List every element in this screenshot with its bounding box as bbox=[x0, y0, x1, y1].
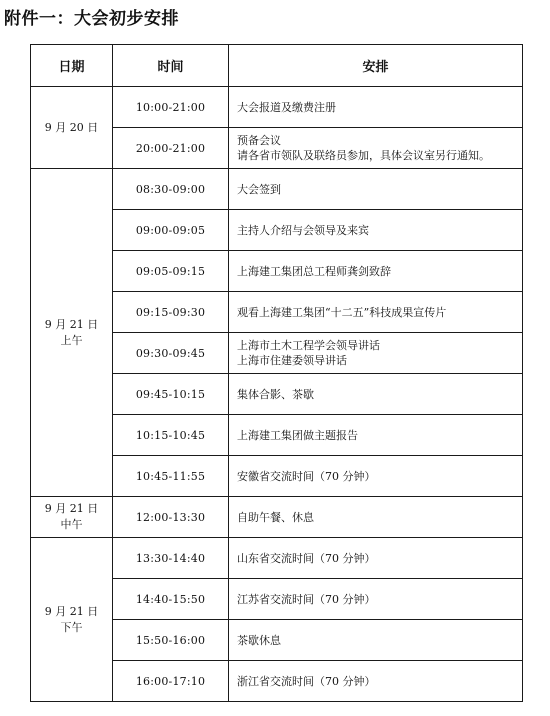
time-cell: 10:15-10:45 bbox=[113, 415, 229, 456]
plan-cell bbox=[229, 538, 523, 579]
schedule-body bbox=[31, 87, 523, 702]
header-plan: 安排 bbox=[229, 45, 523, 87]
plan-line: 大会报道及缴费注册 bbox=[237, 100, 336, 114]
time-cell: 15:50-16:00 bbox=[113, 620, 229, 661]
table-row bbox=[31, 497, 523, 538]
plan-line: 山东省交流时间（70 分钟） bbox=[237, 551, 376, 565]
table-row bbox=[31, 538, 523, 579]
plan-cell bbox=[229, 374, 523, 415]
time-cell: 10:45-11:55 bbox=[113, 456, 229, 497]
plan-line: 上海建工集团总工程师龚剑致辞 bbox=[237, 264, 391, 278]
plan-cell bbox=[229, 661, 523, 702]
plan-line: 集体合影、茶歇 bbox=[237, 387, 314, 401]
date-cell bbox=[31, 538, 113, 702]
date-cell bbox=[31, 87, 113, 169]
date-line: 9 月 21 日 bbox=[44, 502, 99, 515]
plan-cell bbox=[229, 333, 523, 374]
plan-cell bbox=[229, 292, 523, 333]
plan-line: 预备会议 bbox=[237, 134, 281, 147]
plan-line: 请各省市领队及联络员参加，具体会议室另行通知。 bbox=[237, 149, 490, 162]
plan-cell bbox=[229, 169, 523, 210]
plan-cell bbox=[229, 456, 523, 497]
time-cell: 12:00-13:30 bbox=[113, 497, 229, 538]
date-line: 9 月 20 日 bbox=[44, 120, 99, 134]
time-cell: 09:45-10:15 bbox=[113, 374, 229, 415]
date-line: 9 月 21 日 bbox=[44, 604, 99, 618]
date-cell bbox=[31, 169, 113, 497]
plan-cell bbox=[229, 620, 523, 661]
plan-line: 自助午餐、休息 bbox=[237, 510, 314, 524]
document-title: 附件一：大会初步安排 bbox=[4, 9, 179, 29]
header-date: 日期 bbox=[31, 45, 113, 87]
plan-cell bbox=[229, 210, 523, 251]
plan-cell bbox=[229, 497, 523, 538]
plan-line: 茶歇休息 bbox=[237, 633, 281, 647]
plan-line: 观看上海建工集团“十二五”科技成果宣传片 bbox=[237, 305, 447, 319]
header-row bbox=[31, 45, 523, 87]
schedule-table bbox=[30, 44, 523, 702]
date-line: 下午 bbox=[60, 620, 83, 634]
time-cell: 13:30-14:40 bbox=[113, 538, 229, 579]
time-cell: 09:00-09:05 bbox=[113, 210, 229, 251]
table-row bbox=[31, 169, 523, 210]
plan-line: 主持人介绍与会领导及来宾 bbox=[237, 223, 369, 237]
date-line: 上午 bbox=[60, 333, 83, 347]
time-cell: 14:40-15:50 bbox=[113, 579, 229, 620]
plan-cell bbox=[229, 251, 523, 292]
time-cell: 09:15-09:30 bbox=[113, 292, 229, 333]
time-cell: 10:00-21:00 bbox=[113, 87, 229, 128]
plan-cell bbox=[229, 415, 523, 456]
plan-cell bbox=[229, 128, 523, 169]
date-line: 中午 bbox=[60, 518, 83, 531]
time-cell: 16:00-17:10 bbox=[113, 661, 229, 702]
plan-line: 上海市住建委领导讲话 bbox=[237, 354, 347, 367]
table-row bbox=[31, 87, 523, 128]
plan-cell bbox=[229, 87, 523, 128]
plan-line: 安徽省交流时间（70 分钟） bbox=[237, 469, 376, 483]
plan-line: 上海建工集团做主题报告 bbox=[237, 428, 358, 442]
plan-line: 上海市土木工程学会领导讲话 bbox=[237, 339, 380, 352]
plan-cell bbox=[229, 579, 523, 620]
plan-line: 大会签到 bbox=[237, 182, 281, 196]
header-time: 时间 bbox=[113, 45, 229, 87]
time-cell: 09:30-09:45 bbox=[113, 333, 229, 374]
time-cell: 08:30-09:00 bbox=[113, 169, 229, 210]
time-cell: 20:00-21:00 bbox=[113, 128, 229, 169]
time-cell: 09:05-09:15 bbox=[113, 251, 229, 292]
plan-line: 浙江省交流时间（70 分钟） bbox=[237, 674, 376, 688]
date-line: 9 月 21 日 bbox=[44, 317, 99, 331]
plan-line: 江苏省交流时间（70 分钟） bbox=[237, 592, 376, 606]
date-cell bbox=[31, 497, 113, 538]
